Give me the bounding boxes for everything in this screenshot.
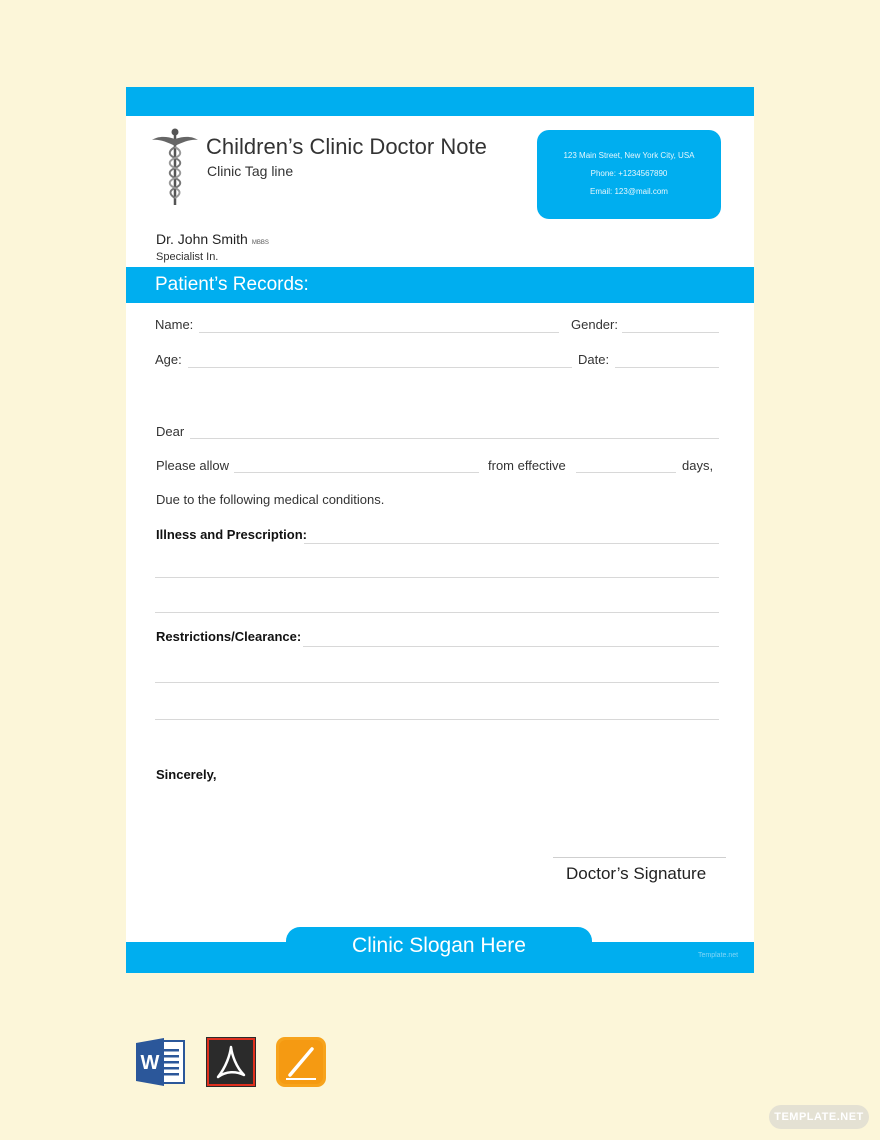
doctor-name-line (156, 231, 269, 247)
effective-days-field-line[interactable] (576, 472, 676, 473)
patient-records-heading: Patient’s Records: (126, 267, 754, 303)
top-accent-bar (126, 87, 754, 116)
doctor-degree: MBBS (251, 240, 269, 246)
restrictions-heading: Restrictions/Clearance: (156, 629, 302, 644)
please-allow-label: Please allow (156, 458, 229, 473)
doctor-name: Dr. John Smith (156, 231, 248, 247)
restrictions-line-1[interactable] (303, 646, 719, 647)
name-label: Name: (155, 317, 194, 332)
due-to-text: Due to the following medical conditions. (156, 492, 385, 507)
contact-box (537, 130, 721, 219)
restrictions-line-2[interactable] (155, 682, 719, 683)
pages-icon[interactable] (276, 1037, 326, 1087)
please-allow-field-line[interactable] (234, 472, 479, 473)
template-watermark: Template.net (698, 952, 739, 959)
sincerely-text: Sincerely, (156, 767, 217, 782)
illness-line-3[interactable] (155, 612, 719, 613)
doctor-specialty: Specialist In. (156, 251, 219, 263)
from-effective-label: from effective (488, 458, 566, 473)
date-field-line[interactable] (615, 367, 719, 368)
signature-line[interactable] (553, 857, 726, 858)
pdf-icon[interactable] (206, 1037, 256, 1087)
clinic-tagline: Clinic Tag line (207, 163, 294, 179)
dear-label: Dear (156, 424, 185, 439)
template-net-badge[interactable]: TEMPLATE.NET (769, 1105, 869, 1129)
word-icon[interactable] (136, 1037, 186, 1087)
name-field-line[interactable] (199, 332, 559, 333)
doctor-note-document (126, 87, 754, 973)
illness-line-2[interactable] (155, 577, 719, 578)
date-label: Date: (578, 352, 610, 367)
age-label: Age: (155, 352, 182, 367)
doctor-signature-label: Doctor’s Signature (566, 864, 707, 883)
restrictions-line-3[interactable] (155, 719, 719, 720)
clinic-title: Children’s Clinic Doctor Note (206, 134, 487, 159)
days-label: days, (682, 458, 714, 473)
gender-field-line[interactable] (622, 332, 719, 333)
word-icon-letter: W (140, 1052, 160, 1074)
clinic-slogan: Clinic Slogan Here (286, 927, 592, 973)
clinic-email: Email: 123@mail.com (590, 187, 668, 196)
dear-field-line[interactable] (190, 438, 719, 439)
illness-line-1[interactable] (304, 543, 719, 544)
age-field-line[interactable] (188, 367, 572, 368)
gender-label: Gender: (571, 317, 618, 332)
caduceus-icon (150, 127, 200, 207)
clinic-address: 123 Main Street, New York City, USA (563, 151, 695, 160)
illness-heading: Illness and Prescription: (156, 527, 307, 542)
clinic-phone: Phone: +1234567890 (590, 169, 668, 178)
